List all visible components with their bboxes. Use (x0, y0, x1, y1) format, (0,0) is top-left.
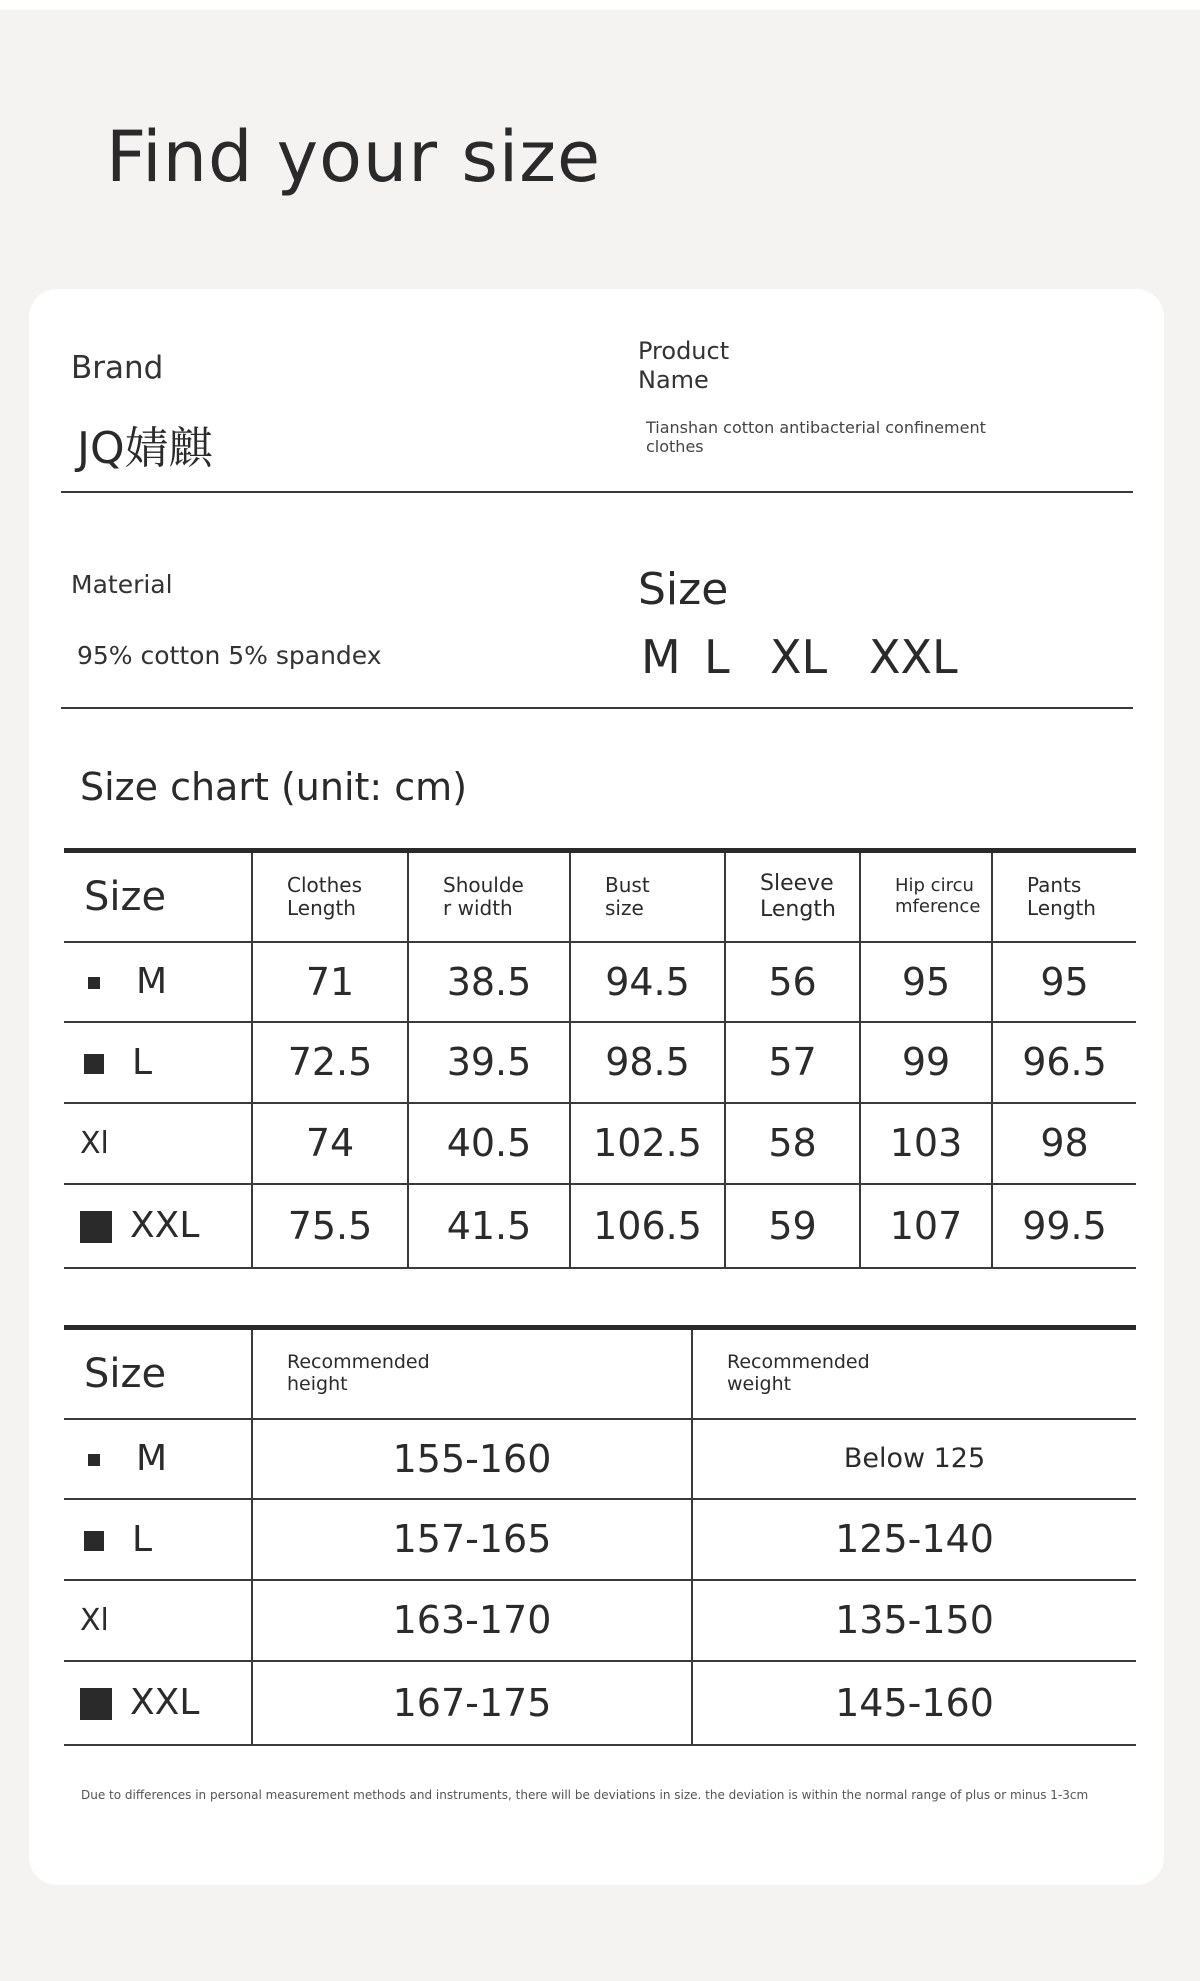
cell-shoulder-width: 38.5 (408, 942, 570, 1022)
cell-hip-circumference: 103 (860, 1103, 992, 1184)
header-bust-size-l2: size (605, 895, 644, 920)
table-row (64, 1419, 1136, 1499)
product-label-line1: Product (638, 337, 730, 365)
header-pants-length (992, 851, 1136, 942)
header-pants-length-l1: Pants (1027, 872, 1082, 897)
header-recommended-height-l2: height (287, 1372, 348, 1395)
size-marker-medium (84, 1054, 104, 1074)
cell-shoulder-width: 40.5 (408, 1103, 570, 1184)
row-size-label (64, 1661, 252, 1745)
table-row (64, 1580, 1136, 1661)
header-clothes-length-l2: Length (287, 895, 356, 920)
cell-bust-size: 94.5 (570, 942, 725, 1022)
size-marker-medium (84, 1531, 104, 1551)
recommend-table (64, 1325, 1136, 1746)
header-recommended-height-l1: Recommended (287, 1350, 430, 1373)
size-values (641, 630, 958, 684)
header-hip-circumference-l2: mference (895, 895, 981, 917)
cell-recommended-weight: Below 125 (692, 1419, 1136, 1499)
header-hip-circumference-l1: Hip circu (895, 875, 974, 897)
cell-sleeve-length: 57 (725, 1022, 860, 1103)
row-size-label (64, 1184, 252, 1268)
product-label-line2: Name (638, 365, 709, 394)
cell-recommended-weight: 145-160 (692, 1661, 1136, 1745)
row-size-label (64, 1419, 252, 1499)
size-chart-title: Size chart (unit: cm) (80, 765, 468, 809)
header-hip-circumference (860, 851, 992, 942)
cell-recommended-height: 157-165 (252, 1499, 692, 1580)
table-row (64, 1499, 1136, 1580)
row-size-text: L (132, 1518, 153, 1560)
product-value-line1: Tianshan cotton antibacterial confinement (646, 418, 986, 437)
header-sleeve-length-l2: Length (760, 896, 836, 922)
size-marker-small (88, 1454, 100, 1466)
cell-recommended-height: 155-160 (252, 1419, 692, 1499)
row-size-text: Xl (80, 1125, 109, 1161)
divider-2 (61, 707, 1133, 709)
cell-shoulder-width: 41.5 (408, 1184, 570, 1268)
product-value (646, 418, 986, 456)
header-shoulder-width (408, 851, 570, 942)
row-size-label (64, 1580, 252, 1661)
header-sleeve-length-l1: Sleeve (760, 871, 834, 897)
header-shoulder-width-l2: r width (443, 895, 513, 920)
table-row (64, 1661, 1136, 1745)
header-pants-length-l2: Length (1027, 895, 1096, 920)
cell-sleeve-length: 56 (725, 942, 860, 1022)
row-size-text: Xl (80, 1602, 109, 1638)
row-size-label (64, 1499, 252, 1580)
cell-hip-circumference: 99 (860, 1022, 992, 1103)
cell-shoulder-width: 39.5 (408, 1022, 570, 1103)
brand-value: JQ婧麒 (77, 423, 213, 474)
row-size-label (64, 1022, 252, 1103)
top-strip (0, 0, 1200, 10)
product-label (638, 337, 729, 395)
row-size-text: XXL (130, 1682, 200, 1723)
row-size-label (64, 1103, 252, 1184)
cell-pants-length: 98 (992, 1103, 1136, 1184)
cell-clothes-length: 71 (252, 942, 408, 1022)
size-marker-small (88, 977, 100, 989)
cell-sleeve-length: 58 (725, 1103, 860, 1184)
size-value-xxl: XXL (869, 630, 958, 684)
footnote: Due to differences in personal measurement methods and instruments, there will be deviations in size. the deviation is within the normal range of plus or minus 1-3cm (81, 1788, 1089, 1802)
size-value-l: L (704, 630, 730, 684)
size-label: Size (638, 564, 729, 615)
header-shoulder-width-l1: Shoulde (443, 872, 524, 897)
size-marker-large (80, 1688, 112, 1720)
table-row (64, 1022, 1136, 1103)
header-sleeve-length (725, 851, 860, 942)
cell-sleeve-length: 59 (725, 1184, 860, 1268)
material-label: Material (71, 570, 173, 599)
table-row (64, 1103, 1136, 1184)
size-chart-header-size: Size (64, 851, 252, 942)
row-size-text: M (136, 961, 168, 1002)
cell-bust-size: 98.5 (570, 1022, 725, 1103)
cell-recommended-height: 163-170 (252, 1580, 692, 1661)
cell-hip-circumference: 95 (860, 942, 992, 1022)
brand-label: Brand (71, 350, 164, 386)
divider-1 (61, 491, 1133, 493)
row-size-text: M (136, 1438, 168, 1479)
cell-bust-size: 106.5 (570, 1184, 725, 1268)
row-size-text: L (132, 1041, 153, 1083)
cell-bust-size: 102.5 (570, 1103, 725, 1184)
header-bust-size-l1: Bust (605, 872, 650, 897)
header-recommended-weight-l1: Recommended (727, 1350, 870, 1373)
cell-hip-circumference: 107 (860, 1184, 992, 1268)
cell-clothes-length: 74 (252, 1103, 408, 1184)
size-value-m: M (641, 630, 681, 684)
row-size-label (64, 942, 252, 1022)
table-row (64, 1184, 1136, 1268)
cell-recommended-weight: 125-140 (692, 1499, 1136, 1580)
cell-clothes-length: 75.5 (252, 1184, 408, 1268)
size-marker-large (80, 1211, 112, 1243)
product-value-line2: clothes (646, 437, 704, 457)
header-bust-size (570, 851, 725, 942)
size-chart-table (64, 848, 1136, 1269)
table-row (64, 942, 1136, 1022)
recommend-header-row (64, 1328, 1136, 1419)
header-recommended-weight-l2: weight (727, 1372, 792, 1395)
header-clothes-length (252, 851, 408, 942)
page-title: Find your size (106, 116, 602, 198)
cell-clothes-length: 72.5 (252, 1022, 408, 1103)
cell-pants-length: 95 (992, 942, 1136, 1022)
header-recommended-weight (692, 1328, 1136, 1419)
row-size-text: XXL (130, 1205, 200, 1246)
material-value: 95% cotton 5% spandex (77, 641, 382, 670)
recommend-header-size: Size (64, 1328, 252, 1419)
cell-pants-length: 96.5 (992, 1022, 1136, 1103)
size-chart-header-row (64, 851, 1136, 942)
cell-recommended-weight: 135-150 (692, 1580, 1136, 1661)
cell-pants-length: 99.5 (992, 1184, 1136, 1268)
size-value-xl: XL (770, 630, 828, 684)
header-clothes-length-l1: Clothes (287, 872, 362, 897)
cell-recommended-height: 167-175 (252, 1661, 692, 1745)
header-recommended-height (252, 1328, 692, 1419)
